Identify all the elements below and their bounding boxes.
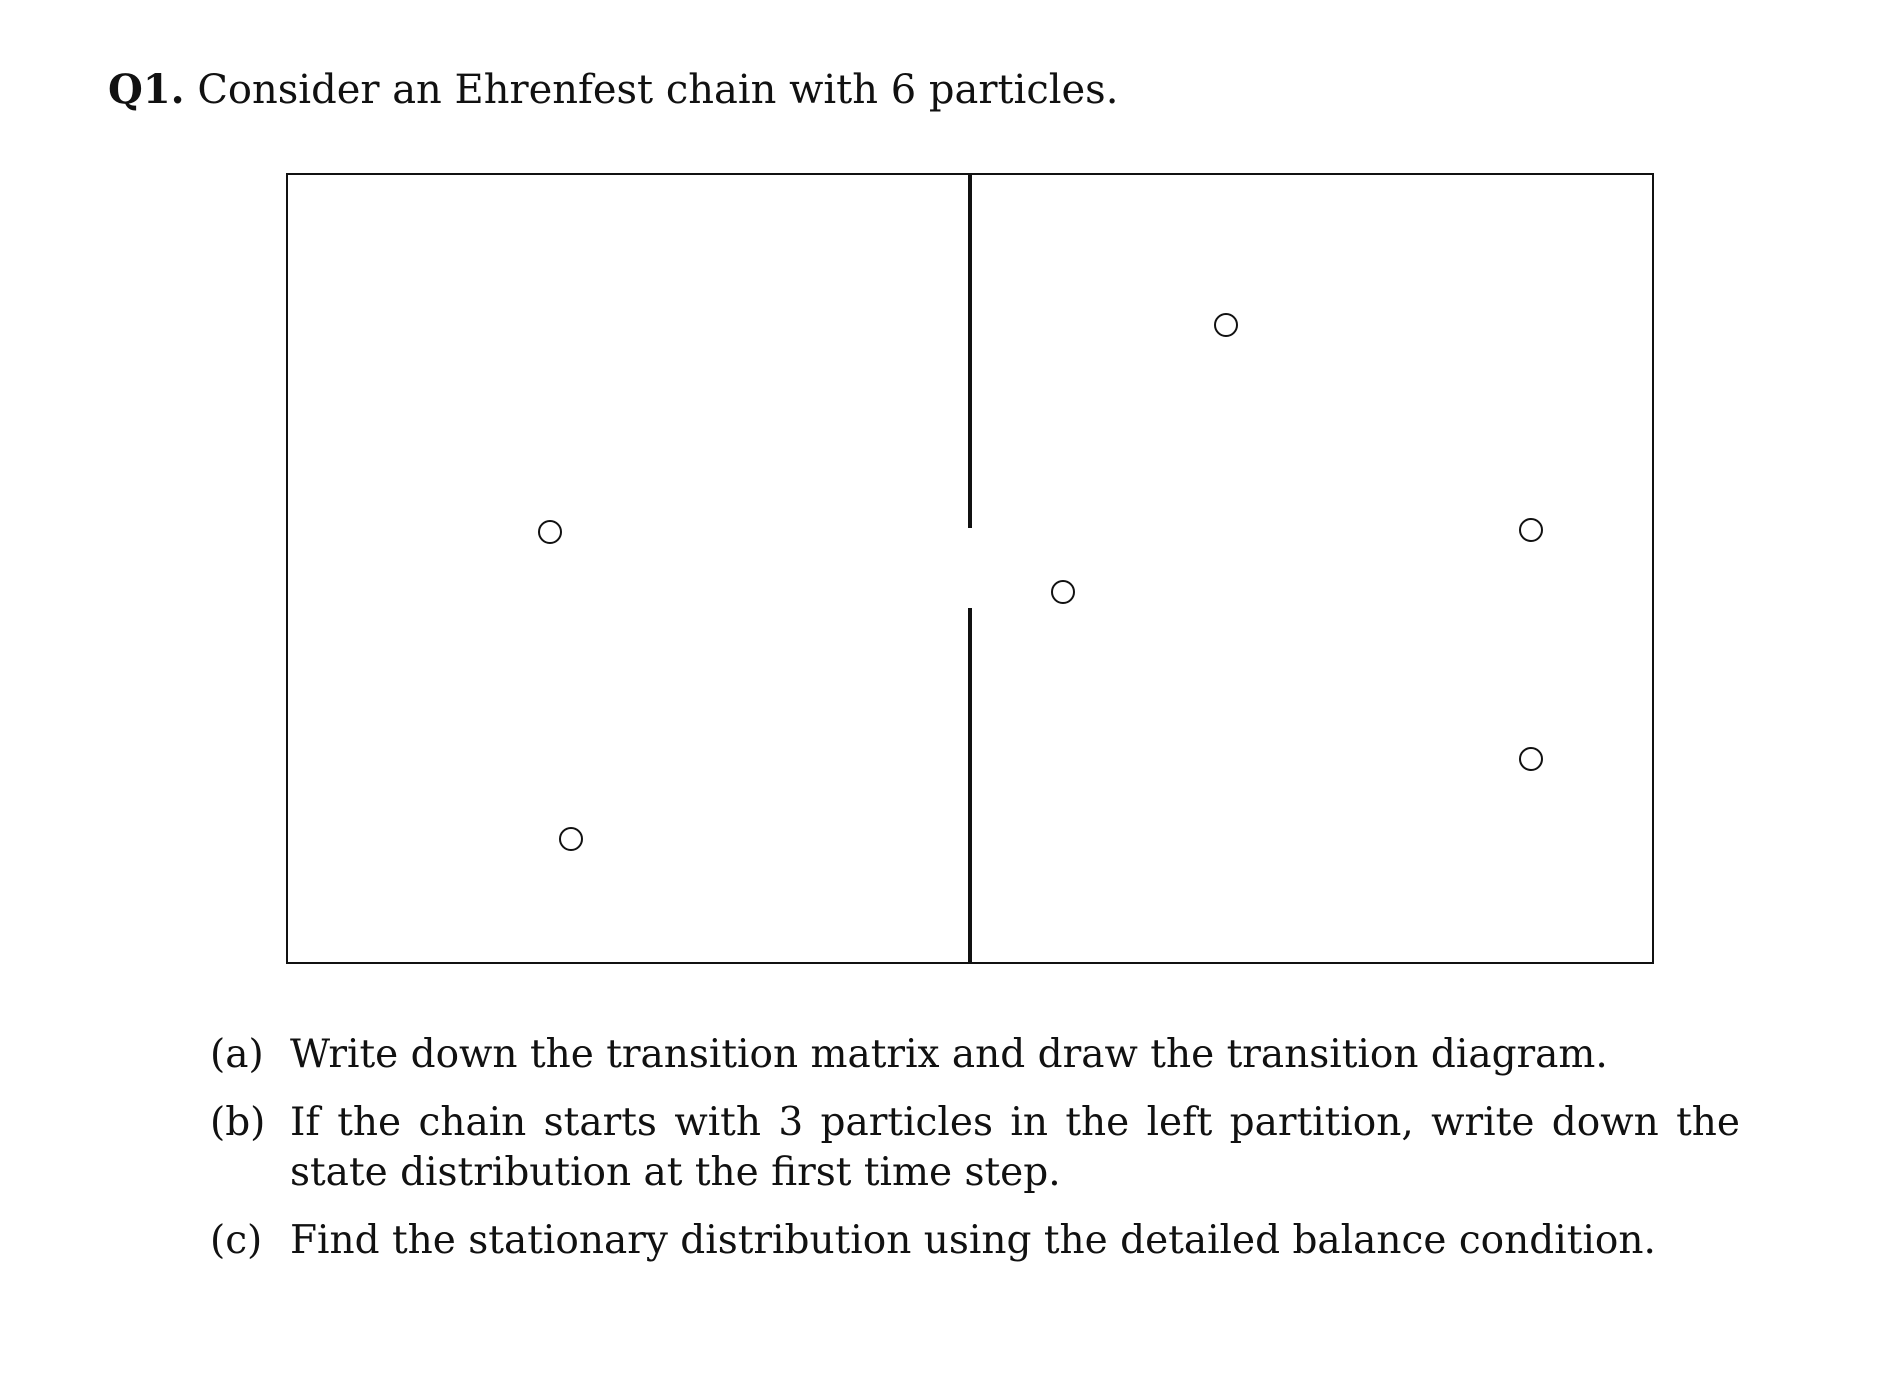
part-label: (c) [210,1218,263,1263]
question-number: Q1. [108,66,185,113]
part-label: (a) [210,1032,264,1077]
part-text: Find the stationary distribution using the detailed balance condition. [290,1218,1656,1263]
particle-right-4 [1520,748,1542,770]
particle-right-3 [1520,519,1542,541]
particle-left-1 [539,521,561,543]
part-c [210,1216,1740,1266]
part-text: If the chain starts with 3 particles in the left partition, write down the state distribution at the first time step. [290,1100,1740,1195]
question-intro: Consider an Ehrenfest chain with 6 particles. [197,67,1119,113]
part-b [210,1098,1740,1198]
particle-right-1 [1215,314,1237,336]
question-parts [210,1030,1740,1284]
particle-right-2 [1052,581,1074,603]
part-a [210,1030,1740,1080]
particle-left-2 [560,828,582,850]
part-label: (b) [210,1100,266,1145]
part-text: Write down the transition matrix and draw the transition diagram. [290,1032,1608,1077]
